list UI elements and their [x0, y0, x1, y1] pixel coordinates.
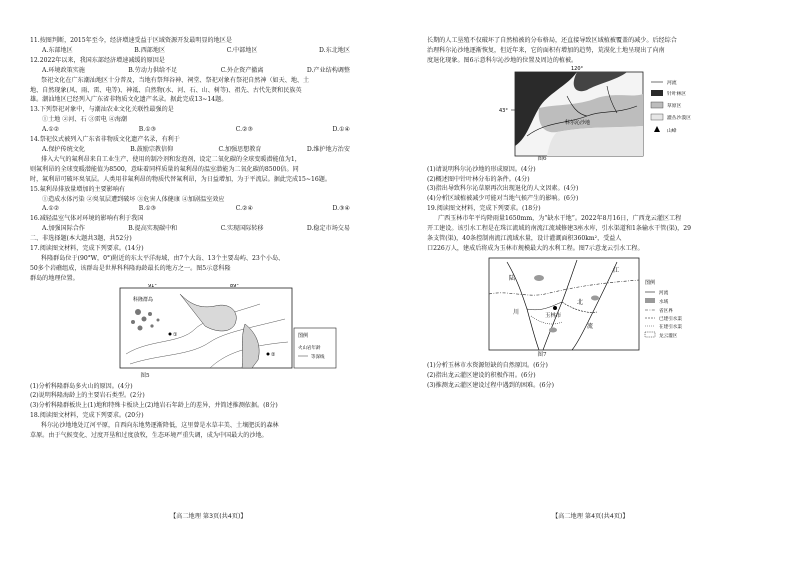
q19-text-line: 广西玉林市年平均降雨量1650mm，为“缺水干地”。2022年8月16日，广西龙云灌区工程	[438, 215, 682, 223]
intro-13-line: 祭祀文化在广东潮汕地区十分普及，当地有祭拜谷神、祠堂、祭祀对象有祭祀自然神（如天、地、土	[41, 76, 310, 84]
lon-label: 91°	[148, 283, 157, 289]
longyun-map	[427, 254, 777, 354]
figure-6	[427, 66, 777, 158]
q18-ask: (4)分析区域植被减少可能对当地气候产生的影响。(6分)	[427, 195, 579, 203]
q17-ask: (3)分析科隆群板块上(1)地和特殊卡板块上(2)地岩石年龄上的差异，并简述推测依据。(8分)	[30, 402, 278, 410]
option: D.产业结构调整	[306, 66, 350, 74]
place-label: 陆	[509, 274, 516, 282]
q18-text-line: 科尔沁沙地地处辽河平原，自西向东地势逐渐降低，这里曾是水草丰美、土壤肥沃的森林	[41, 422, 279, 430]
q12-options	[30, 66, 380, 76]
option: B.①③	[138, 126, 157, 134]
option: B.劳动力供给不足	[128, 66, 178, 74]
legend-item: 火山岩年龄	[298, 345, 321, 351]
option: A.①②	[42, 126, 60, 134]
figure-7-caption: 图7	[537, 351, 547, 358]
option: C.中部地区	[226, 46, 258, 54]
svg-text:②: ②	[271, 351, 276, 358]
option: A.保护传统文化	[42, 145, 85, 153]
page-4-footer: 【高二地理 第4页(共4页)】	[552, 513, 629, 520]
q17-ask: (2)说明科隆海龄上的主要岩石类型。(2分)	[30, 392, 145, 400]
place-label: 玉林市	[545, 312, 562, 319]
option: B.西部地区	[134, 46, 166, 54]
q11-stem: 11.按图判断，2015年至今，经济增速受益于区域资源开发最明显的地区是	[30, 37, 232, 44]
q14-options	[30, 145, 380, 155]
option: A.环境政策实施	[42, 66, 85, 74]
place-label: 江	[613, 266, 620, 274]
option: D.③④	[332, 205, 350, 213]
q16-options	[30, 224, 380, 234]
svg-text:①: ①	[173, 331, 178, 338]
q18-ask: (2)概述图中针叶林分布的条件。(4分)	[427, 175, 530, 183]
legend-item: 山峰	[667, 128, 677, 134]
option: A.①②	[42, 205, 60, 213]
place-label: 北	[577, 298, 584, 306]
q17-text-line: 群岛的地理位置。	[30, 274, 79, 282]
q19-ask: (1)分析玉林市水资源短缺的自然原因。(6分)	[427, 361, 548, 369]
legend-item: 等深线	[311, 354, 325, 360]
q19-text-line: 口226万人，建成后将成为玉林市规模最大的水利工程。图7示意龙云引水工程。	[427, 244, 644, 252]
figure-7-legend	[645, 279, 682, 339]
q18-stem: 18.阅读图文材料，完成下列要求。(20分)	[30, 412, 144, 420]
option: D.稳定市场交易	[306, 225, 350, 233]
legend-item: 灌丛沙漠区	[667, 115, 691, 121]
place-label: 川	[513, 308, 520, 316]
legend-item: 针叶林区	[667, 91, 687, 97]
q15-items: ①造成水体污染 ②臭氧层遭到破坏 ③危害人体健康 ④加剧温室效应	[42, 195, 225, 203]
figure-6-legend	[651, 79, 691, 134]
page-3-footer: 【高二地理 第3页(共4页)】	[170, 513, 247, 520]
figure-7	[427, 254, 777, 354]
legend-item: 已建引水渠	[659, 316, 682, 322]
option: C.加强思想教育	[218, 145, 262, 153]
q14-stem: 14.祭祀仪式被列入广东省非物质文化遗产名录，有利于	[30, 136, 180, 144]
q18-ask: (3)指出导致科尔沁草原再次出现退化的人文因素。(4分)	[427, 185, 579, 193]
q17-ask: (1)分析科隆群岛多火山的原因。(4分)	[30, 382, 133, 390]
option: C.外企资产撤离	[220, 66, 264, 74]
islands-label: 科隆群岛	[133, 296, 154, 303]
q19-stem: 19.阅读图文材料，完成下列要求。(18分)	[427, 205, 541, 213]
right-page	[427, 36, 777, 390]
intro-15-line: 则氟利昂的全球变暖潜能值为8500，意味着同样质量的氟利昂的温室潜能为二氧化碳的8500倍。同	[30, 165, 299, 173]
option: C.②③	[235, 126, 253, 134]
option: B.提高实现碳中和	[128, 225, 178, 233]
intro-13-line: 地、自然现象(风、雨、雷、电等)、神祗、自然物(水、河、石、山、树等)、祖先、古代先贤和民族英	[30, 86, 302, 94]
option: C.实现国际转移	[220, 225, 264, 233]
legend-item: 水域	[659, 299, 669, 305]
legend-item: 在建引水渠	[659, 324, 682, 330]
q12-stem: 12.2022年以来，我国东部经济增速减缓的原因是	[30, 56, 165, 64]
horqin-map	[427, 66, 777, 158]
option: C.②④	[235, 205, 253, 213]
q16-stem: 16.减轻温室气体对环境的影响有利于我国	[30, 215, 144, 223]
q19-ask: (3)推测龙云灌区建设过程中遇到的困难。(6分)	[427, 381, 554, 389]
figure-5	[30, 284, 380, 376]
legend-title: 图例	[645, 279, 656, 286]
option: A.加强国际合作	[42, 225, 85, 233]
q19-ask: (2)指出龙云灌区建设的积极作用。(6分)	[427, 371, 536, 379]
place-label: 流	[587, 322, 594, 330]
q18-cont-line: 治理科尔沁沙地逐渐恢复，但近年来，它的面积有增加的趋势，荒漠化土地呈现出了向南	[427, 46, 665, 54]
figure-5-caption: 图5	[140, 372, 150, 379]
option: A.东部地区	[42, 46, 73, 54]
legend-item: 龙云灌区	[659, 333, 678, 339]
q18-cont-line: 度退化现象。图6示意科尔沁沙地的位置及周边的植被。	[427, 56, 578, 64]
q17-text-line: 50多个岩礁组成，该群岛是世界科科隆海龄最长的地方之一。图5示意科隆	[30, 264, 231, 272]
q18-ask: (1)请说明科尔沁沙地的形成原因。(4分)	[427, 165, 536, 173]
legend-title: 图例	[298, 332, 309, 339]
section-two-title: 二、非选择题(本大题共3题，共52分)	[30, 235, 132, 243]
intro-15-line: 排入大气的氟利昂来自工业生产、使用的制冷剂和发泡剂，设定二氧化碳的全球变暖潜能值为1，	[41, 155, 301, 163]
legend-item: 河流	[667, 80, 677, 86]
q13-options	[30, 125, 380, 135]
q15-options	[30, 204, 380, 214]
q11-options	[30, 46, 380, 56]
q18-text-line: 草原。由于气候变化、过度开垦和过度放牧，生态环境严重失调，成为中国最大的沙地。	[30, 432, 268, 440]
lon-label: 89°	[230, 283, 239, 289]
option: B.鼓励宗教信仰	[130, 145, 174, 153]
q13-items: ①土地 ②河、石 ③雷电 ④海潮	[42, 116, 128, 124]
q19-text-line: 开工建设。该引水工程是在珠江流域的南流江流域修建3座水库，引水渠道和1条输水干管(渠)，29	[427, 225, 692, 233]
option: B.①③	[138, 205, 157, 213]
q18-cont-line: 长期的人工垦殖不仅破坏了自然植被的分布格局，还直接导致区域植被覆盖的减少。后经综合	[427, 37, 677, 44]
figure-6-caption: 图6	[537, 155, 547, 162]
lon-label: 120°	[571, 65, 584, 72]
option: D.维护地方治安	[306, 145, 350, 153]
q17-stem: 17.阅读图文材料，完成下列要求。(14分)	[30, 245, 144, 253]
legend-item: 河流	[659, 290, 669, 296]
left-page	[30, 36, 380, 441]
intro-13-line: 雄。潮汕地区已经列入广东省非物质文化遗产名录。据此完成13~14题。	[30, 96, 228, 104]
lat-label: 43°	[499, 107, 508, 114]
option: D.东北地区	[319, 46, 350, 54]
legend-item: 省区界	[659, 308, 673, 314]
q13-stem: 13.下列祭祀对象中，与潮汕农业文化关联性最强的是	[30, 106, 174, 114]
q17-text-line: 科隆群岛位于(90°W，0°)附近的东太平洋海域，由7个大岛、13个主要岛屿、23个小岛、	[41, 254, 285, 262]
place-label: 科尔沁沙地	[565, 119, 591, 126]
q15-stem: 15.氟利昂排放量增加的主要影响有	[30, 185, 126, 193]
option: D.①④	[332, 126, 350, 134]
q19-text-line: 条支管(渠)，40条控制南流江流域水量，设计灌溉面积360km²，受益人	[427, 234, 622, 242]
legend-item: 草原区	[667, 103, 682, 109]
intro-15-line: 时，氟利昂可破坏臭氧层。人类用非氟利昂的物质代替氟利昂，为日益增加，为于平流层。据此完成15~16题。	[30, 175, 331, 183]
galapagos-map	[30, 284, 380, 376]
